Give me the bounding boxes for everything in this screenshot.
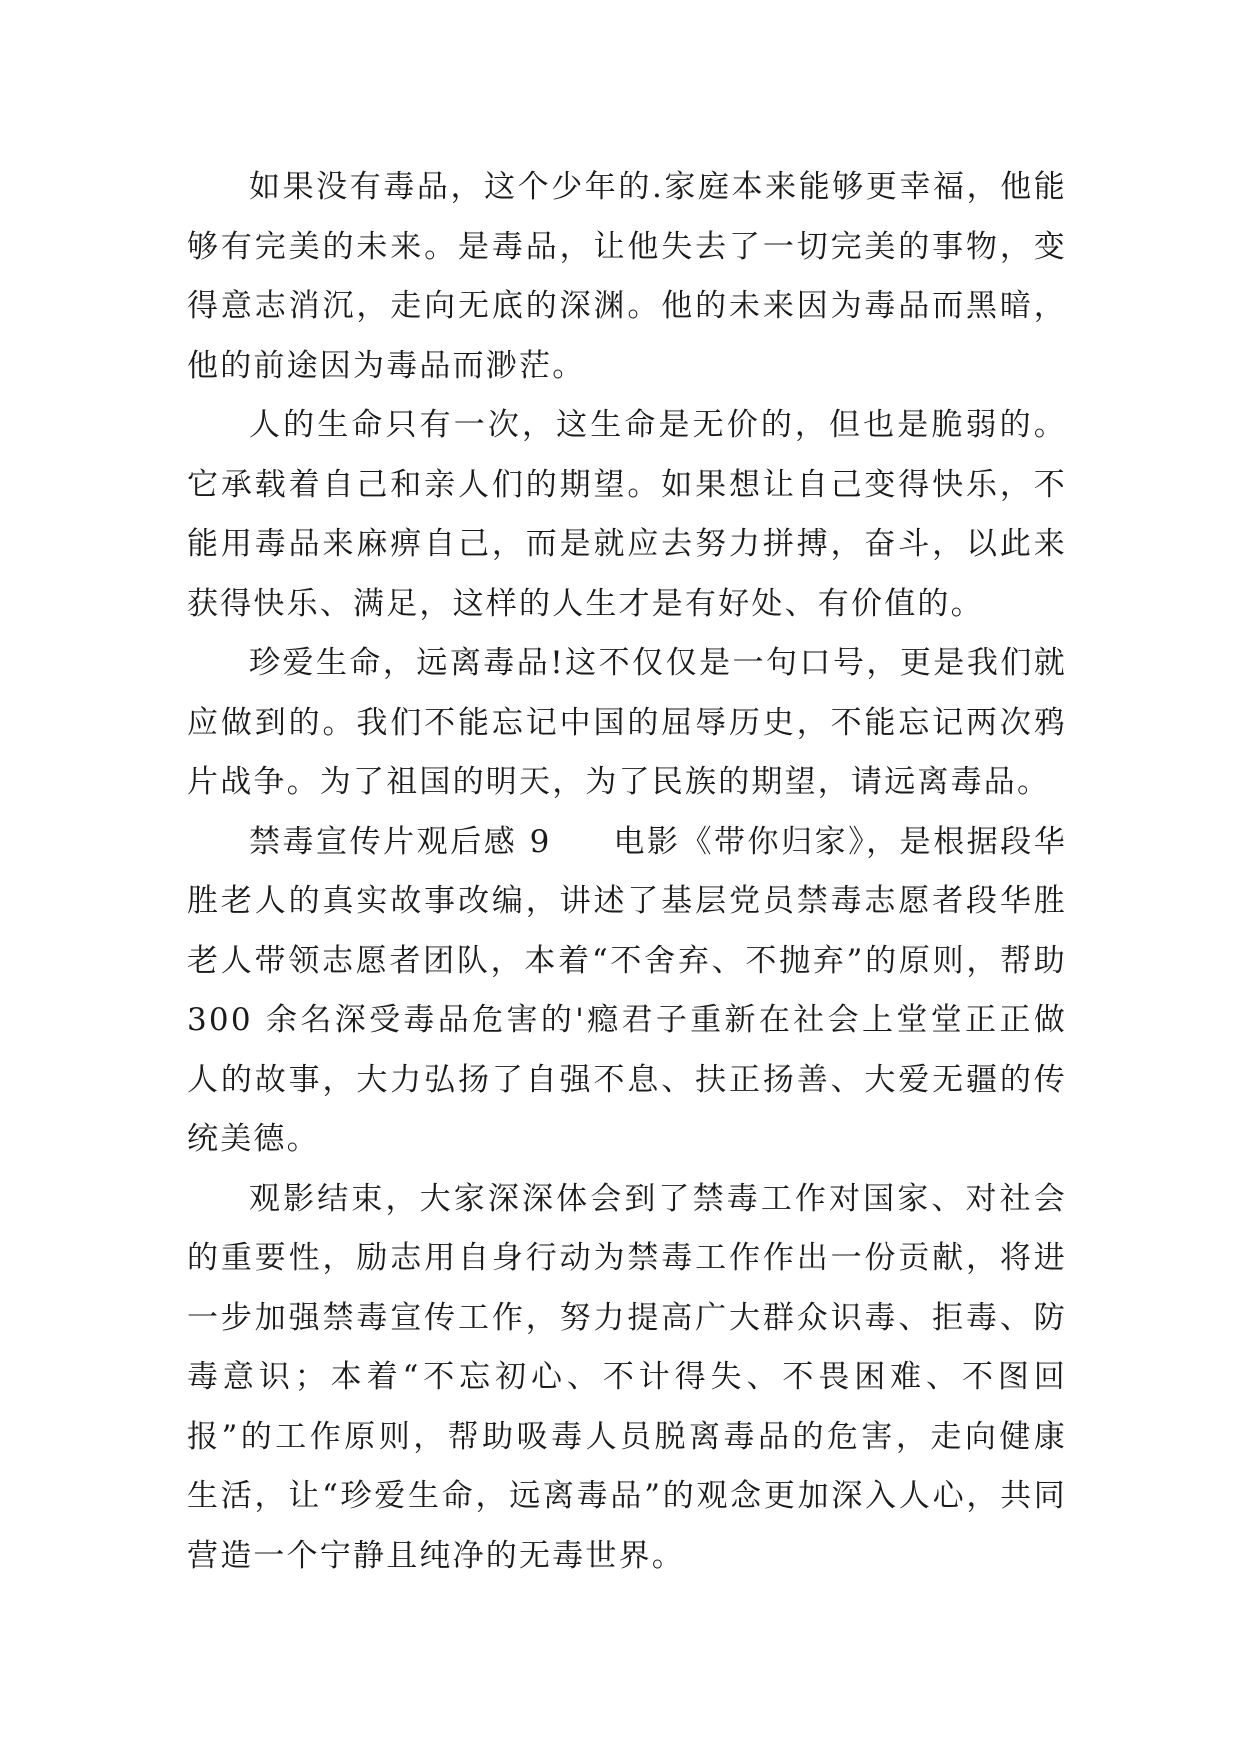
paragraph-1: 如果没有毒品，这个少年的.家庭本来能够更幸福，他能够有完美的未来。是毒品，让他失去了一切完美的事物，变得意志消沉，走向无底的深渊。他的未来因为毒品而黑暗，他的前途因为毒品而渺茫。 (187, 169, 1067, 384)
document-body (187, 158, 1067, 1586)
section-gap (552, 824, 614, 860)
section-heading: 禁毒宣传片观后感 9 (249, 823, 552, 860)
section-paragraph (187, 813, 1067, 1170)
paragraph-3: 珍爱生命，远离毒品!这不仅仅是一句口号，更是我们就应做到的。我们不能忘记中国的屈辱历史，不能忘记两次鸦片战争。为了祖国的明天，为了民族的期望，请远离毒品。 (187, 645, 1067, 800)
closing-paragraph: 观影结束，大家深深体会到了禁毒工作对国家、对社会的重要性，励志用自身行动为禁毒工作作出一份贡献，将进一步加强禁毒宣传工作，努力提高广大群众识毒、拒毒、防毒意识；本着“不忘初心、不计得失、不畏困难、不图回报”的工作原则，帮助吸毒人员脱离毒品的危害，走向健康生活，让“珍爱生命，远离毒品”的观念更加深入人心，共同营造一个宁静且纯净的无毒世界。 (187, 1180, 1067, 1574)
paragraph-2: 人的生命只有一次，这生命是无价的，但也是脆弱的。它承载着自己和亲人们的期望。如果想让自己变得快乐，不能用毒品来麻痹自己，而是就应去努力拼搏，奋斗，以此来获得快乐、满足，这样的人生才是有好处、有价值的。 (187, 407, 1067, 622)
section-body: 电影《带你归家》，是根据段华胜老人的真实故事改编，讲述了基层党员禁毒志愿者段华胜老人带领志愿者团队，本着“不舍弃、不抛弃”的原则，帮助 300 余名深受毒品危害的'瘾君子重新在社会上堂堂正正做人的故事，大力弘扬了自强不息、扶正扬善、大爱无疆的传统美德。 (187, 823, 1067, 1157)
